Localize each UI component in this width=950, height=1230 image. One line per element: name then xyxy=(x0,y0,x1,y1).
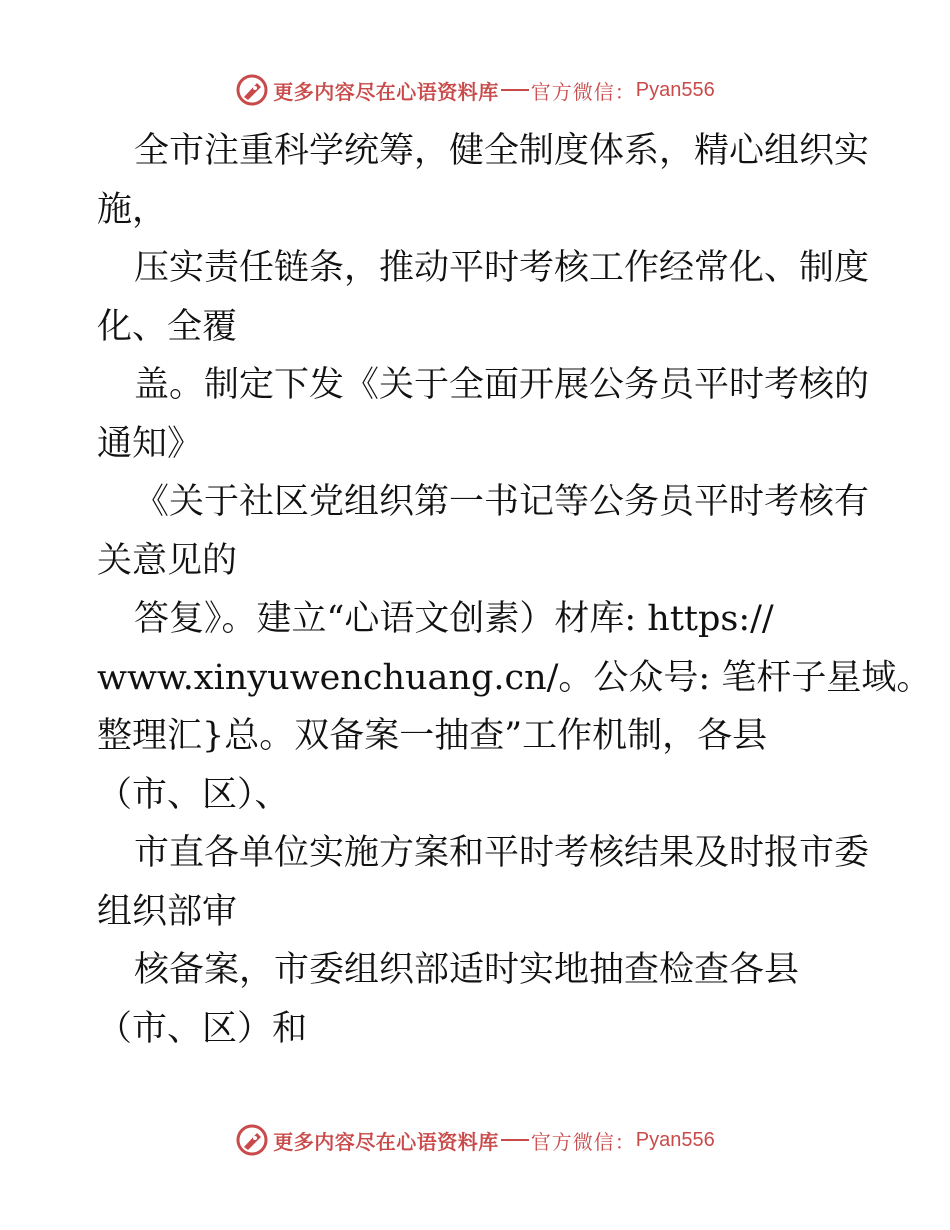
document-body xyxy=(97,122,932,1058)
brand-text: 更多内容尽在心语资料库 xyxy=(273,1129,499,1154)
text-line: 通知》 xyxy=(97,423,203,464)
footer-watermark xyxy=(0,1122,950,1158)
text-line: 《关于社区党组织第一书记等公务员平时考核有 xyxy=(134,482,870,522)
wechat-id: Pyan556 xyxy=(635,78,715,101)
pen-nib-circle-icon xyxy=(235,73,269,107)
text-line: 关意见的 xyxy=(97,540,238,581)
header-watermark xyxy=(0,72,950,108)
text-line: 盖。制定下发《关于全面开展公务员平时考核的 xyxy=(134,365,870,405)
official-wechat-label: 官方微信： xyxy=(530,1129,636,1154)
official-wechat-label: 官方微信： xyxy=(530,79,636,104)
text-line: 整理汇}总。双备案一抽查”工作机制，各县 xyxy=(97,716,768,756)
pen-nib-circle-icon xyxy=(235,1123,269,1157)
text-line: 化、全覆 xyxy=(97,306,238,347)
divider-dash xyxy=(501,1139,529,1141)
text-line: 组织部审 xyxy=(97,891,238,932)
text-line: 市直各单位实施方案和平时考核结果及时报市委 xyxy=(134,833,870,873)
text-line: 施， xyxy=(97,189,168,230)
text-line: （市、区）、 xyxy=(97,774,290,815)
text-line: 核备案，市委组织部适时实地抽查检查各县 xyxy=(134,950,800,990)
text-line: 压实责任链条，推动平时考核工作经常化、制度 xyxy=(134,248,870,288)
text-line: （市、区）和 xyxy=(97,1008,308,1049)
text-line: 答复》。建立“心语文创素）材库: https:// xyxy=(134,599,774,639)
divider-dash xyxy=(501,89,529,91)
text-line-url: www.xinyuwenchuang.cn/。公众号: 笔杆子星域。 xyxy=(97,657,932,698)
text-line: 全市注重科学统筹，健全制度体系，精心组织实 xyxy=(134,131,870,171)
brand-text: 更多内容尽在心语资料库 xyxy=(273,79,499,104)
wechat-id: Pyan556 xyxy=(635,1128,715,1151)
